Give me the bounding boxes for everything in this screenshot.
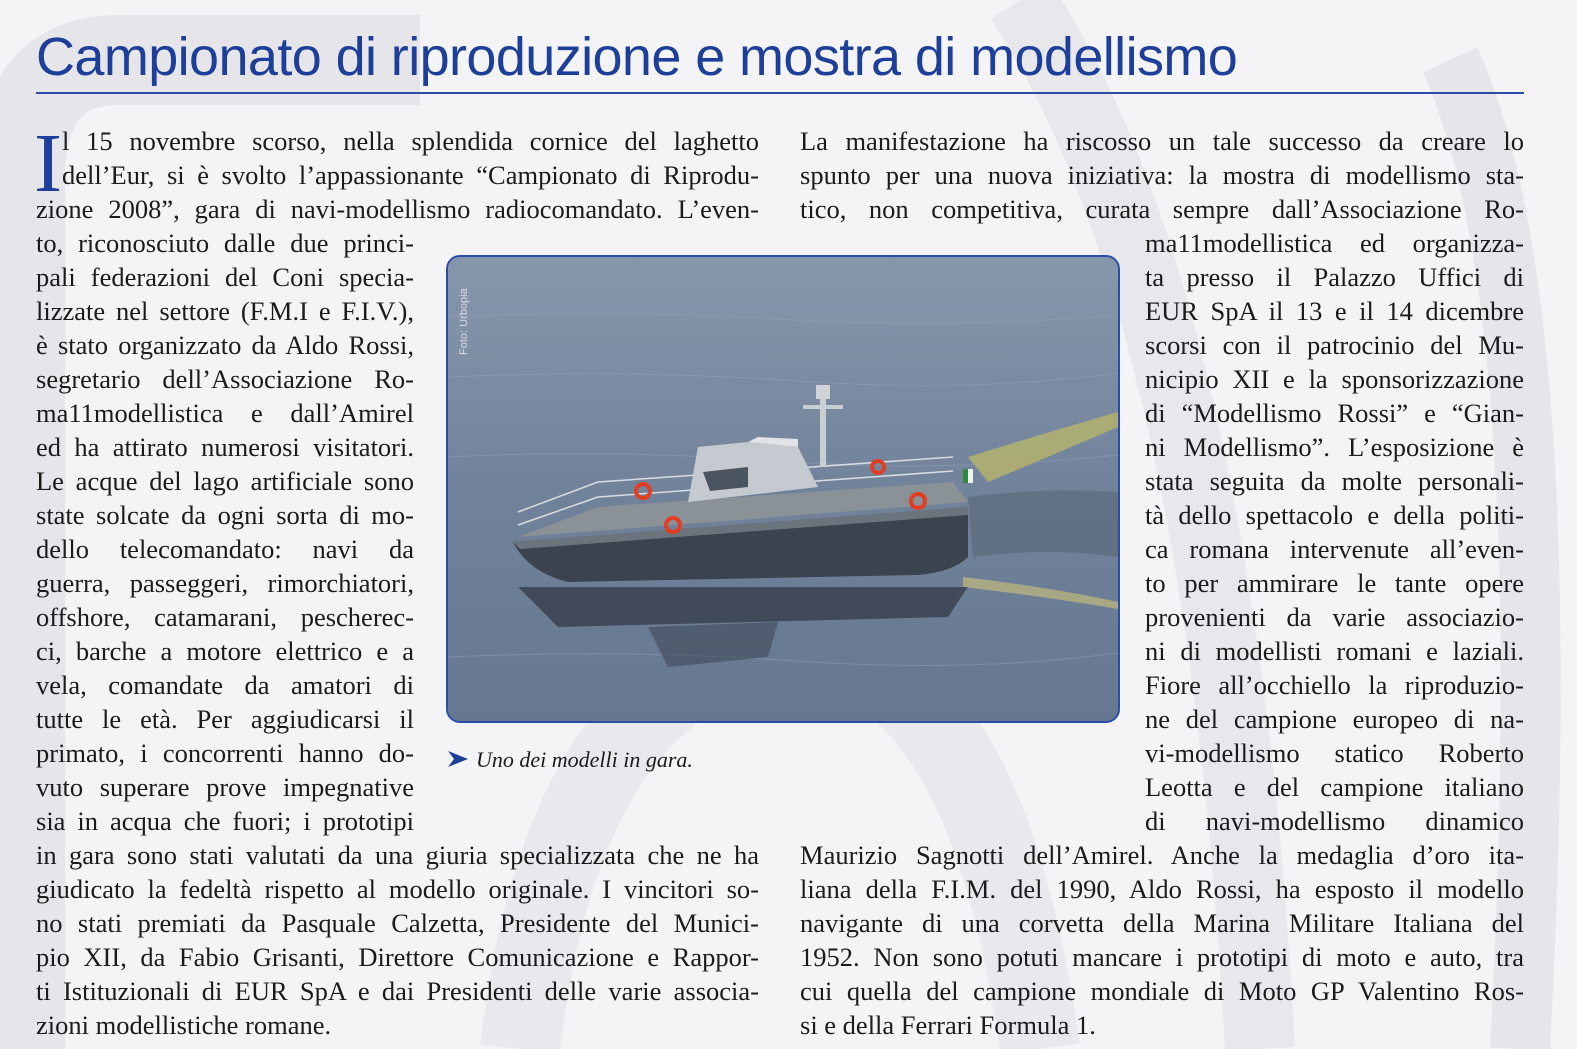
- text-line: di navi-modellismo dinamico: [1145, 806, 1524, 836]
- text-line: navigante di una corvetta della Marina Militare Italiana del: [800, 908, 1524, 938]
- text-line: ca romana intervenute all’even-: [1145, 534, 1524, 564]
- text-line: vuto superare prove impegnative: [36, 772, 414, 802]
- text-line: scorsi con il patrocinio del Mu-: [1145, 330, 1524, 360]
- text-line: dell’Eur, si è svolto l’appassionante “Campionato di Riprodu-: [62, 160, 759, 190]
- text-line: ni Modellismo”. L’esposizione è: [1145, 432, 1524, 462]
- boat-photo: [446, 255, 1120, 723]
- drop-cap: I: [34, 117, 62, 210]
- text-line: EUR SpA il 13 e il 14 dicembre: [1145, 296, 1524, 326]
- text-line: segretario dell’Associazione Ro-: [36, 364, 414, 394]
- text-line: offshore, catamarani, pescherec-: [36, 602, 414, 632]
- text-line: state solcate da ogni sorta di mo-: [36, 500, 414, 530]
- text-line: guerra, passeggeri, rimorchiatori,: [36, 568, 414, 598]
- text-line: ne del campione europeo di na-: [1145, 704, 1524, 734]
- text-line: giudicato la fedeltà rispetto al modello originale. I vincitori so-: [36, 874, 759, 904]
- boat-illustration: [448, 257, 1118, 721]
- text-line: primato, i concorrenti hanno do-: [36, 738, 414, 768]
- text-line: no stati premiati da Pasquale Calzetta, Presidente del Munici-: [36, 908, 759, 938]
- text-line: nicipio XII e la sponsorizzazione: [1145, 364, 1524, 394]
- text-line: to per ammirare le tante opere: [1145, 568, 1524, 598]
- text-line: l 15 novembre scorso, nella splendida cornice del laghetto: [62, 126, 759, 156]
- photo-caption: Uno dei modelli in gara.: [476, 747, 693, 772]
- text-line: ma11modellistica ed organizza-: [1145, 228, 1524, 258]
- text-line: liana della F.I.M. del 1990, Aldo Rossi, ha esposto il modello: [800, 874, 1524, 904]
- text-line: ti Istituzionali di EUR SpA e dai Presidenti delle varie associa-: [36, 976, 759, 1006]
- text-line: pali federazioni del Coni specia-: [36, 262, 414, 292]
- text-line: stata seguita da molte personali-: [1145, 466, 1524, 496]
- text-line: vela, comandate da amatori di: [36, 670, 414, 700]
- text-line: La manifestazione ha riscosso un tale successo da creare lo: [800, 126, 1524, 156]
- text-line: ni di modellisti romani e laziali.: [1145, 636, 1524, 666]
- text-line: di “Modellismo Rossi” e “Gian-: [1145, 398, 1524, 428]
- text-line: dello telecomandato: navi da: [36, 534, 414, 564]
- text-line: Le acque del lago artificiale sono: [36, 466, 414, 496]
- text-line: si e della Ferrari Formula 1.: [800, 1010, 1096, 1040]
- text-line: sia in acqua che fuori; i prototipi: [36, 806, 414, 836]
- text-line: lizzate nel settore (F.M.I e F.I.V.),: [36, 296, 414, 326]
- text-line: ta presso il Palazzo Uffici di: [1145, 262, 1524, 292]
- text-line: provenienti da varie associazio-: [1145, 602, 1524, 632]
- text-line: Fiore all’occhiello la riproduzio-: [1145, 670, 1524, 700]
- text-line: zione 2008”, gara di navi-modellismo radiocomandato. L’even-: [36, 194, 759, 224]
- text-line: in gara sono stati valutati da una giuria specializzata che ne ha: [36, 840, 759, 870]
- text-line: Maurizio Sagnotti dell’Amirel. Anche la medaglia d’oro ita-: [800, 840, 1524, 870]
- text-line: è stato organizzato da Aldo Rossi,: [36, 330, 414, 360]
- text-line: vi-modellismo statico Roberto: [1145, 738, 1524, 768]
- text-line: ed ha attirato numerosi visitatori.: [36, 432, 414, 462]
- text-line: ci, barche a motore elettrico e a: [36, 636, 414, 666]
- article-title: Campionato di riproduzione e mostra di modellismo: [36, 27, 1238, 87]
- text-line: tutte le età. Per aggiudicarsi il: [36, 704, 414, 734]
- text-line: tà dello spettacolo e della politi-: [1145, 500, 1524, 530]
- photo-credit: Foto: Urbopia: [458, 288, 470, 355]
- text-line: spunto per una nuova iniziativa: la mostra di modellismo sta-: [800, 160, 1524, 190]
- caption-arrow-icon: [446, 750, 470, 768]
- text-line: ma11modellistica e dall’Amirel: [36, 398, 414, 428]
- text-line: pio XII, da Fabio Grisanti, Direttore Comunicazione e Rappor-: [36, 942, 759, 972]
- text-line: cui quella del campione mondiale di Moto GP Valentino Ros-: [800, 976, 1524, 1006]
- text-line: tico, non competitiva, curata sempre dall’Associazione Ro-: [800, 194, 1524, 224]
- text-line: zioni modellistiche romane.: [36, 1010, 332, 1040]
- text-line: to, riconosciuto dalle due princi-: [36, 228, 414, 258]
- title-divider: [36, 92, 1524, 94]
- text-line: 1952. Non sono potuti mancare i prototipi di moto e auto, tra: [800, 942, 1524, 972]
- text-line: Leotta e del campione italiano: [1145, 772, 1524, 802]
